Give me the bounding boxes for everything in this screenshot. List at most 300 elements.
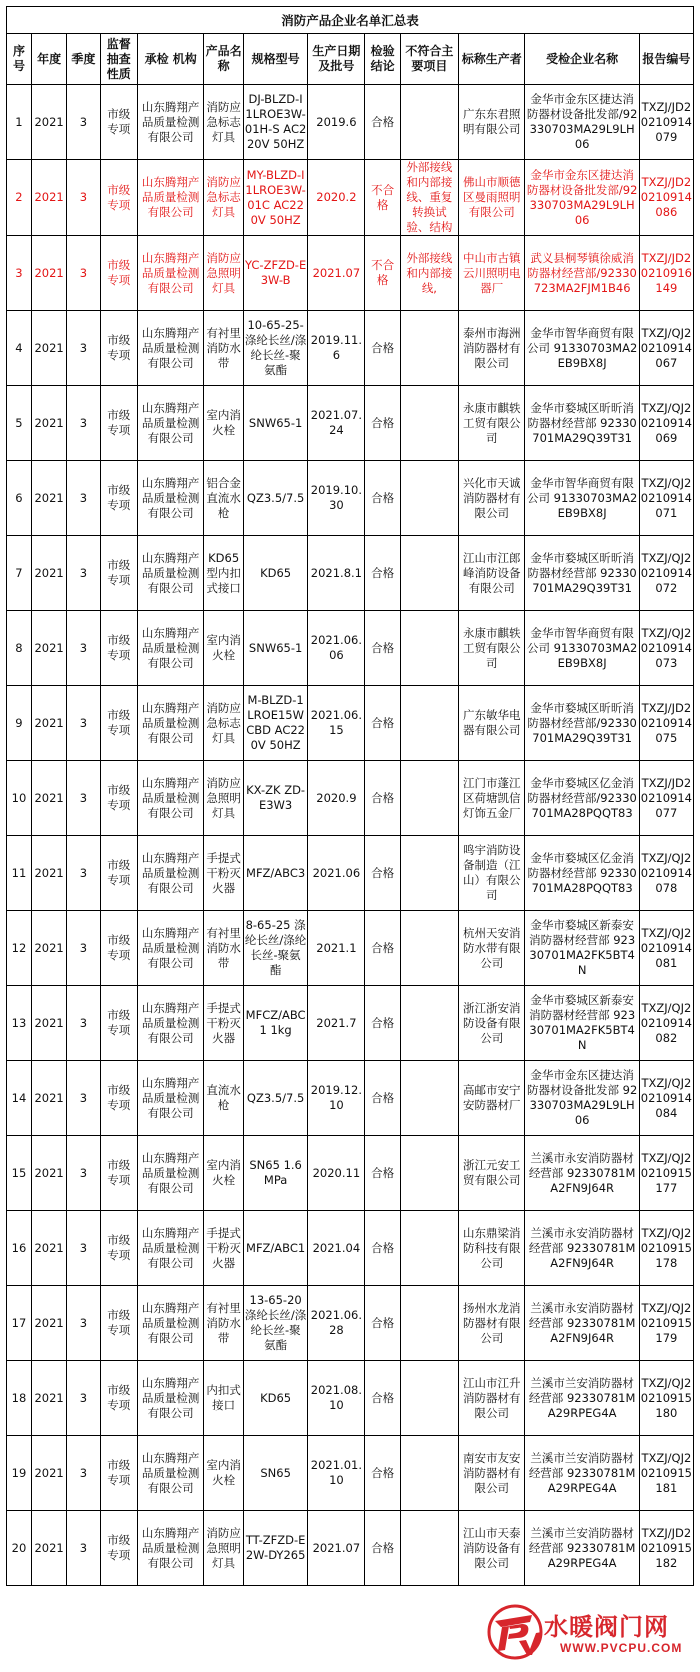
row-model: SNW65-1 — [243, 611, 307, 686]
row-date: 2020.11 — [308, 1136, 365, 1211]
row-items — [400, 911, 458, 986]
table-row — [7, 686, 694, 761]
row-nature: 市级专项 — [100, 686, 137, 761]
row-result: 合格 — [365, 1436, 400, 1511]
row-number: 13 — [7, 986, 32, 1061]
row-enterprise: 金华市婺城区亿金消防器材经营部/92330701MA28PQQT83 — [525, 761, 639, 836]
table-row — [7, 386, 694, 461]
row-items — [400, 85, 458, 160]
row-year: 2021 — [31, 461, 66, 536]
row-year: 2021 — [31, 1136, 66, 1211]
table-row — [7, 160, 694, 236]
row-nature: 市级专项 — [100, 1436, 137, 1511]
row-report: TXZJ/QJ20210914071 — [639, 461, 693, 536]
row-lab: 山东腾翔产品质量检测有限公司 — [137, 1136, 204, 1211]
row-enterprise: 金华市婺城区新泰安消防器材经营部 92330701MA2FK5BT4N — [525, 911, 639, 986]
row-quarter: 3 — [67, 1436, 100, 1511]
row-maker: 杭州天安消防水带有限公司 — [458, 911, 525, 986]
row-result: 合格 — [365, 311, 400, 386]
row-report: TXZJ/QJ20210915181 — [639, 1436, 693, 1511]
row-report: TXZJ/JD20210916149 — [639, 236, 693, 311]
row-lab: 山东腾翔产品质量检测有限公司 — [137, 1511, 204, 1586]
column-header: 年度 — [31, 34, 66, 85]
row-items — [400, 1361, 458, 1436]
row-result: 不合格 — [365, 236, 400, 311]
row-result: 合格 — [365, 85, 400, 160]
row-maker: 南安市友安消防器材有限公司 — [458, 1436, 525, 1511]
row-nature: 市级专项 — [100, 761, 137, 836]
row-year: 2021 — [31, 236, 66, 311]
column-header: 受检企业名称 — [525, 34, 639, 85]
row-number: 7 — [7, 536, 32, 611]
row-report: TXZJ/QJ20210915177 — [639, 1136, 693, 1211]
row-product: 内扣式接口 — [204, 1361, 243, 1436]
row-report: TXZJ/JD20210914075 — [639, 686, 693, 761]
row-result: 合格 — [365, 836, 400, 911]
row-report: TXZJ/QJ20210914082 — [639, 986, 693, 1061]
row-nature: 市级专项 — [100, 386, 137, 461]
row-result: 合格 — [365, 1361, 400, 1436]
table-row — [7, 1511, 694, 1586]
row-lab: 山东腾翔产品质量检测有限公司 — [137, 536, 204, 611]
row-model: M-BLZD-1LROE15WCBD AC220V 50HZ — [243, 686, 307, 761]
row-lab: 山东腾翔产品质量检测有限公司 — [137, 911, 204, 986]
row-items — [400, 1061, 458, 1136]
row-result: 合格 — [365, 761, 400, 836]
table-row — [7, 611, 694, 686]
row-result: 合格 — [365, 686, 400, 761]
row-date: 2021.06.28 — [308, 1286, 365, 1361]
row-maker: 中山市古镇云川照明电器厂 — [458, 236, 525, 311]
row-report: TXZJ/QJ20210915178 — [639, 1211, 693, 1286]
row-quarter: 3 — [67, 236, 100, 311]
table-row — [7, 836, 694, 911]
row-lab: 山东腾翔产品质量检测有限公司 — [137, 1211, 204, 1286]
row-model: SNW65-1 — [243, 386, 307, 461]
watermark-brand: 水暖阀门网 — [544, 1613, 669, 1641]
table-body — [7, 85, 694, 1586]
row-lab: 山东腾翔产品质量检测有限公司 — [137, 1286, 204, 1361]
product-summary-sheet — [6, 6, 694, 1586]
row-year: 2021 — [31, 386, 66, 461]
table-row — [7, 911, 694, 986]
row-maker: 永康市麒轶工贸有限公司 — [458, 386, 525, 461]
row-model: YC-ZFZD-E3W-B — [243, 236, 307, 311]
table-row — [7, 85, 694, 160]
row-enterprise: 兰溪市永安消防器材经营部 92330781MA2FN9J64R — [525, 1136, 639, 1211]
row-date: 2021.07 — [308, 1511, 365, 1586]
row-enterprise: 金华市婺城区昕昕消防器材经营部/92330701MA29Q39T31 — [525, 686, 639, 761]
row-enterprise: 武义县桐琴镇徐威消防器材经营部/92330723MA2FJM1B46 — [525, 236, 639, 311]
row-enterprise: 金华市婺城区新泰安消防器材经营部 92330701MA2FK5BT4N — [525, 986, 639, 1061]
row-quarter: 3 — [67, 311, 100, 386]
row-year: 2021 — [31, 761, 66, 836]
row-enterprise: 兰溪市永安消防器材经营部 92330781MA2FN9J64R — [525, 1211, 639, 1286]
row-result: 不合格 — [365, 160, 400, 236]
row-result: 合格 — [365, 911, 400, 986]
row-product: 有衬里消防水带 — [204, 311, 243, 386]
row-year: 2021 — [31, 836, 66, 911]
row-quarter: 3 — [67, 1286, 100, 1361]
row-items — [400, 1211, 458, 1286]
row-product: 消防应急照明灯具 — [204, 1511, 243, 1586]
row-result: 合格 — [365, 1286, 400, 1361]
row-model: KD65 — [243, 1361, 307, 1436]
row-year: 2021 — [31, 160, 66, 236]
table-header-row — [7, 34, 694, 85]
row-result: 合格 — [365, 611, 400, 686]
row-maker: 泰州市海洲消防器材有限公司 — [458, 311, 525, 386]
row-model: DJ-BLZD-I1LROE3W-01H-S AC220V 50HZ — [243, 85, 307, 160]
row-maker: 广东敏华电器有限公司 — [458, 686, 525, 761]
table-title: 消防产品企业名单汇总表 — [7, 7, 694, 34]
column-header: 产品名称 — [204, 34, 243, 85]
row-date: 2021.06 — [308, 836, 365, 911]
row-enterprise: 金华市金东区捷达消防器材设备批发部/92330703MA29L9LH06 — [525, 85, 639, 160]
row-maker: 浙江元安工贸有限公司 — [458, 1136, 525, 1211]
row-quarter: 3 — [67, 611, 100, 686]
row-date: 2021.07.24 — [308, 386, 365, 461]
row-nature: 市级专项 — [100, 1286, 137, 1361]
row-year: 2021 — [31, 611, 66, 686]
table-row — [7, 536, 694, 611]
row-product: 室内消火栓 — [204, 611, 243, 686]
row-product: 直流水枪 — [204, 1061, 243, 1136]
row-result: 合格 — [365, 1511, 400, 1586]
row-product: 手提式干粉灭火器 — [204, 836, 243, 911]
row-report: TXZJ/QJ20210915179 — [639, 1286, 693, 1361]
row-model: 8-65-25 涤纶长丝/涤纶长丝-聚氨酯 — [243, 911, 307, 986]
row-items — [400, 536, 458, 611]
table-row — [7, 1061, 694, 1136]
column-header: 不符合主要项目 — [400, 34, 458, 85]
row-model: 13-65-20 涤纶长丝/涤纶长丝-聚氨酯 — [243, 1286, 307, 1361]
row-enterprise: 兰溪市兰安消防器材经营部 92330781MA29RPEG4A — [525, 1436, 639, 1511]
row-date: 2021.06.06 — [308, 611, 365, 686]
row-report: TXZJ/QJ20210914081 — [639, 911, 693, 986]
row-date: 2021.01.10 — [308, 1436, 365, 1511]
row-enterprise: 金华市金东区捷达消防器材设备批发部 92330703MA29L9LH06 — [525, 1061, 639, 1136]
row-date: 2021.08.10 — [308, 1361, 365, 1436]
row-model: KD65 — [243, 536, 307, 611]
row-quarter: 3 — [67, 536, 100, 611]
row-nature: 市级专项 — [100, 911, 137, 986]
table-row — [7, 311, 694, 386]
row-nature: 市级专项 — [100, 1361, 137, 1436]
row-year: 2021 — [31, 1061, 66, 1136]
row-quarter: 3 — [67, 761, 100, 836]
row-date: 2021.8.1 — [308, 536, 365, 611]
watermark-url: WWW.PVCPU.COM — [560, 1641, 683, 1655]
row-report: TXZJ/QJ20210914084 — [639, 1061, 693, 1136]
row-enterprise: 金华市智华商贸有限公司 91330703MA2EB9BX8J — [525, 311, 639, 386]
column-header: 季度 — [67, 34, 100, 85]
row-enterprise: 兰溪市兰安消防器材经营部 92330781MA29RPEG4A — [525, 1361, 639, 1436]
row-number: 12 — [7, 911, 32, 986]
row-model: 10-65-25-涤纶长丝/涤纶长丝-聚氨酯 — [243, 311, 307, 386]
row-enterprise: 金华市婺城区昕昕消防器材经营部 92330701MA29Q39T31 — [525, 536, 639, 611]
row-date: 2020.2 — [308, 160, 365, 236]
row-enterprise: 金华市金东区捷达消防器材设备批发部/92330703MA29L9LH06 — [525, 160, 639, 236]
row-number: 5 — [7, 386, 32, 461]
row-items — [400, 311, 458, 386]
row-items — [400, 386, 458, 461]
row-date: 2021.1 — [308, 911, 365, 986]
row-number: 19 — [7, 1436, 32, 1511]
row-maker: 兴化市天诚消防器材有限公司 — [458, 461, 525, 536]
row-result: 合格 — [365, 1211, 400, 1286]
row-result: 合格 — [365, 461, 400, 536]
row-report: TXZJ/QJ20210914073 — [639, 611, 693, 686]
row-product: KD65型内扣式接口 — [204, 536, 243, 611]
row-product: 消防应急标志灯具 — [204, 85, 243, 160]
table-row — [7, 1136, 694, 1211]
row-date: 2021.7 — [308, 986, 365, 1061]
row-items — [400, 1286, 458, 1361]
row-enterprise: 兰溪市兰安消防器材经营部 92330781MA29RPEG4A — [525, 1511, 639, 1586]
row-year: 2021 — [31, 1436, 66, 1511]
table-row — [7, 986, 694, 1061]
table-row — [7, 1211, 694, 1286]
row-quarter: 3 — [67, 85, 100, 160]
row-year: 2021 — [31, 1286, 66, 1361]
row-report: TXZJ/QJ20210914072 — [639, 536, 693, 611]
row-lab: 山东腾翔产品质量检测有限公司 — [137, 1361, 204, 1436]
row-maker: 鸣宇消防设备制造（江山）有限公司 — [458, 836, 525, 911]
column-header: 标称生产者 — [458, 34, 525, 85]
row-year: 2021 — [31, 1211, 66, 1286]
row-date: 2019.10.30 — [308, 461, 365, 536]
row-result: 合格 — [365, 536, 400, 611]
row-enterprise: 金华市智华商贸有限公司 91330703MA2EB9BX8J — [525, 461, 639, 536]
row-number: 4 — [7, 311, 32, 386]
row-report: TXZJ/QJ20210915180 — [639, 1361, 693, 1436]
row-number: 10 — [7, 761, 32, 836]
row-maker: 浙江浙安消防设备有限公司 — [458, 986, 525, 1061]
row-items — [400, 461, 458, 536]
row-quarter: 3 — [67, 1361, 100, 1436]
table-row — [7, 1361, 694, 1436]
row-date: 2020.9 — [308, 761, 365, 836]
row-enterprise: 兰溪市永安消防器材经营部 92330781MA2FN9J64R — [525, 1286, 639, 1361]
row-nature: 市级专项 — [100, 236, 137, 311]
column-header: 序号 — [7, 34, 32, 85]
table-row — [7, 461, 694, 536]
table-row — [7, 1436, 694, 1511]
row-items — [400, 761, 458, 836]
row-number: 15 — [7, 1136, 32, 1211]
row-quarter: 3 — [67, 1511, 100, 1586]
row-lab: 山东腾翔产品质量检测有限公司 — [137, 386, 204, 461]
row-quarter: 3 — [67, 160, 100, 236]
row-nature: 市级专项 — [100, 836, 137, 911]
watermark-logo — [486, 1601, 686, 1663]
row-enterprise: 金华市婺城区亿金消防器材经营部 92330701MA28PQQT83 — [525, 836, 639, 911]
row-lab: 山东腾翔产品质量检测有限公司 — [137, 1436, 204, 1511]
column-header: 承检 机构 — [137, 34, 204, 85]
summary-table — [6, 6, 694, 1586]
row-maker: 山东鼎梁消防科技有限公司 — [458, 1211, 525, 1286]
row-model: MY-BLZD-I1LROE3W-01C AC220V 50HZ — [243, 160, 307, 236]
row-date: 2019.11.6 — [308, 311, 365, 386]
row-lab: 山东腾翔产品质量检测有限公司 — [137, 761, 204, 836]
row-number: 1 — [7, 85, 32, 160]
row-year: 2021 — [31, 1511, 66, 1586]
row-number: 20 — [7, 1511, 32, 1586]
row-result: 合格 — [365, 386, 400, 461]
row-number: 6 — [7, 461, 32, 536]
row-number: 3 — [7, 236, 32, 311]
row-nature: 市级专项 — [100, 1211, 137, 1286]
row-year: 2021 — [31, 986, 66, 1061]
row-product: 室内消火栓 — [204, 1436, 243, 1511]
footer-area — [0, 1591, 700, 1672]
row-quarter: 3 — [67, 1136, 100, 1211]
row-nature: 市级专项 — [100, 1136, 137, 1211]
row-product: 铝合金直流水枪 — [204, 461, 243, 536]
row-number: 17 — [7, 1286, 32, 1361]
row-product: 消防应急标志灯具 — [204, 160, 243, 236]
row-maker: 扬州水龙消防器材有限公司 — [458, 1286, 525, 1361]
row-product: 室内消火栓 — [204, 1136, 243, 1211]
row-items — [400, 611, 458, 686]
row-product: 消防应急标志灯具 — [204, 686, 243, 761]
row-lab: 山东腾翔产品质量检测有限公司 — [137, 461, 204, 536]
row-date: 2021.06.15 — [308, 686, 365, 761]
row-date: 2019.12.10 — [308, 1061, 365, 1136]
row-lab: 山东腾翔产品质量检测有限公司 — [137, 160, 204, 236]
row-items — [400, 686, 458, 761]
row-result: 合格 — [365, 986, 400, 1061]
row-model: MFZ/ABC1 — [243, 1211, 307, 1286]
row-lab: 山东腾翔产品质量检测有限公司 — [137, 1061, 204, 1136]
row-maker: 佛山市顺德区曼雨照明有限公司 — [458, 160, 525, 236]
row-model: QZ3.5/7.5 — [243, 1061, 307, 1136]
row-model: QZ3.5/7.5 — [243, 461, 307, 536]
row-product: 消防应急照明灯具 — [204, 236, 243, 311]
row-items — [400, 1511, 458, 1586]
row-result: 合格 — [365, 1061, 400, 1136]
row-number: 11 — [7, 836, 32, 911]
row-lab: 山东腾翔产品质量检测有限公司 — [137, 986, 204, 1061]
row-product: 室内消火栓 — [204, 386, 243, 461]
column-header: 报告编号 — [639, 34, 693, 85]
row-quarter: 3 — [67, 686, 100, 761]
row-report: TXZJ/QJ20210914069 — [639, 386, 693, 461]
row-maker: 江山市天泰消防设备有限公司 — [458, 1511, 525, 1586]
row-report: TXZJ/JD20210914086 — [639, 160, 693, 236]
row-maker: 江山市江郎峰消防设备有限公司 — [458, 536, 525, 611]
row-model: SN65 — [243, 1436, 307, 1511]
row-year: 2021 — [31, 311, 66, 386]
row-date: 2021.04 — [308, 1211, 365, 1286]
row-product: 手提式干粉灭火器 — [204, 986, 243, 1061]
row-report: TXZJ/QJ20210914067 — [639, 311, 693, 386]
row-nature: 市级专项 — [100, 85, 137, 160]
row-product: 有衬里消防水带 — [204, 911, 243, 986]
row-maker: 永康市麒轶工贸有限公司 — [458, 611, 525, 686]
row-lab: 山东腾翔产品质量检测有限公司 — [137, 611, 204, 686]
table-row — [7, 761, 694, 836]
row-quarter: 3 — [67, 1211, 100, 1286]
row-year: 2021 — [31, 536, 66, 611]
row-items — [400, 986, 458, 1061]
row-model: KX-ZK ZD-E3W3 — [243, 761, 307, 836]
row-number: 8 — [7, 611, 32, 686]
row-model: MFZ/ABC3 — [243, 836, 307, 911]
row-quarter: 3 — [67, 911, 100, 986]
row-model: MFCZ/ABC1 1kg — [243, 986, 307, 1061]
row-items: 外部接线和内部接线、重复转换试验、结构 — [400, 160, 458, 236]
row-product: 手提式干粉灭火器 — [204, 1211, 243, 1286]
row-lab: 山东腾翔产品质量检测有限公司 — [137, 85, 204, 160]
row-enterprise: 金华市智华商贸有限公司 91330703MA2EB9BX8J — [525, 611, 639, 686]
row-result: 合格 — [365, 1136, 400, 1211]
row-number: 9 — [7, 686, 32, 761]
row-lab: 山东腾翔产品质量检测有限公司 — [137, 236, 204, 311]
row-items — [400, 1436, 458, 1511]
row-lab: 山东腾翔产品质量检测有限公司 — [137, 311, 204, 386]
row-model: SN65 1.6MPa — [243, 1136, 307, 1211]
row-product: 消防应急照明灯具 — [204, 761, 243, 836]
row-report: TXZJ/JD20210915182 — [639, 1511, 693, 1586]
row-year: 2021 — [31, 911, 66, 986]
row-nature: 市级专项 — [100, 1511, 137, 1586]
row-items — [400, 1136, 458, 1211]
table-row — [7, 1286, 694, 1361]
row-nature: 市级专项 — [100, 311, 137, 386]
row-year: 2021 — [31, 686, 66, 761]
column-header: 生产日期及批号 — [308, 34, 365, 85]
row-nature: 市级专项 — [100, 160, 137, 236]
row-items — [400, 836, 458, 911]
row-maker: 高邮市安宁安防器材厂 — [458, 1061, 525, 1136]
row-number: 18 — [7, 1361, 32, 1436]
row-quarter: 3 — [67, 986, 100, 1061]
row-model: TT-ZFZD-E2W-DY265 — [243, 1511, 307, 1586]
row-nature: 市级专项 — [100, 611, 137, 686]
row-product: 有衬里消防水带 — [204, 1286, 243, 1361]
row-nature: 市级专项 — [100, 986, 137, 1061]
row-year: 2021 — [31, 85, 66, 160]
row-report: TXZJ/JD20210914077 — [639, 761, 693, 836]
row-maker: 广东东君照明有限公司 — [458, 85, 525, 160]
row-number: 2 — [7, 160, 32, 236]
row-items: 外部接线和内部接线, — [400, 236, 458, 311]
row-report: TXZJ/JD20210914079 — [639, 85, 693, 160]
row-enterprise: 金华市婺城区昕昕消防器材经营部 92330701MA29Q39T31 — [525, 386, 639, 461]
row-lab: 山东腾翔产品质量检测有限公司 — [137, 836, 204, 911]
row-maker: 江门市蓬江区荷塘凯信灯饰五金厂 — [458, 761, 525, 836]
table-row — [7, 236, 694, 311]
pv-logo-icon — [486, 1603, 544, 1661]
column-header: 检验结论 — [365, 34, 400, 85]
row-quarter: 3 — [67, 386, 100, 461]
row-report: TXZJ/QJ20210914078 — [639, 836, 693, 911]
column-header: 监督抽查性质 — [100, 34, 137, 85]
row-maker: 江山市江升消防器材有限公司 — [458, 1361, 525, 1436]
row-quarter: 3 — [67, 836, 100, 911]
row-number: 16 — [7, 1211, 32, 1286]
row-number: 14 — [7, 1061, 32, 1136]
row-nature: 市级专项 — [100, 1061, 137, 1136]
row-date: 2019.6 — [308, 85, 365, 160]
row-quarter: 3 — [67, 461, 100, 536]
row-date: 2021.07 — [308, 236, 365, 311]
row-quarter: 3 — [67, 1061, 100, 1136]
row-nature: 市级专项 — [100, 536, 137, 611]
column-header: 规格型号 — [243, 34, 307, 85]
